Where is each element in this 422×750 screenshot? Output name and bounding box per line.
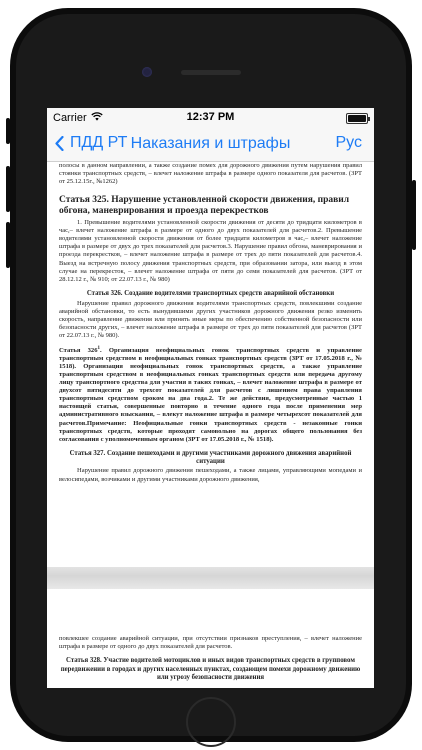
status-bar	[47, 108, 374, 128]
article-328-heading: Статья 328. Участие водителей мотоциклов и иных видов транспортных средств в групповом передвижении в городах и других населенных пунктах, создающем помехи дорожному движению или угрозу безопасности движения	[60, 657, 361, 681]
earpiece-speaker	[181, 70, 241, 75]
article-327-text: Нарушение правил дорожного движения пешеходами, а также лицами, управляющими мопедами и велосипедами, возчиками и другими участниками дорожного движения,	[59, 467, 362, 483]
mute-switch	[6, 118, 10, 144]
power-button	[412, 180, 416, 250]
status-time: 12:37 PM	[186, 111, 235, 123]
front-camera	[142, 67, 152, 77]
page-title: Наказания и штрафы	[130, 135, 291, 152]
article-325-text: 1. Превышение водителями установленной скорости движения от десяти до тридцати километров в час,– влечет наложение штрафа в размере от одного до двух показателей для расчетов.2. Превышение водителями установленной скорости движения от более тридцати километров в час,– влечет наложение штрафа в размере от двух до трех показателей для расчетов.3. Нарушение правил обгона, маневрирования и проезда перекрестков, – влечет наложение штрафа в размере от трех до пяти показателей для расчетов.4. Выезд на встречную полосу движения транспортных средств, при образовании затора, или выезд в этом случае на перекресток, – влечет наложение штрафа от пяти до семи показателей для расчетов. (ЗРТ от 28.12.12 г., № 910; от 22.07.13 г., № 980)	[59, 218, 362, 284]
page-2-top-margin	[59, 589, 362, 635]
navigation-bar	[47, 128, 374, 162]
volume-down-button	[6, 222, 10, 268]
carrier-label: Carrier	[53, 112, 87, 124]
battery-icon	[346, 113, 368, 124]
article-326-text: Нарушение правил дорожного движения водителями транспортных средств, повлекшими создание аварийной обстановки, то есть вынудившими других участников дорожного движения резко изменить скорость, направление движения или принять иные меры по обеспечению собственной безопасности или безопасности других, – влечет наложение штрафа в размере от трех до пяти показателей для расчетов (ЗРТ от 22.07.13 г., № 980).	[59, 299, 362, 340]
document-page-2[interactable]	[47, 589, 374, 688]
document-page-1[interactable]	[47, 162, 374, 567]
article-326-1-heading: Статья $326^1$. Организация неофициальных гонок транспортных средств и управление транспортным средством в неофициальных гонках транспортных средств (ЗРТ от 17.05.2018 г., № 1518).	[59, 345, 362, 370]
back-label: ПДД РТ	[70, 134, 128, 151]
article-325-heading: Статья 325. Нарушение установленной скорости движения, правил обгона, маневрирования и проезда перекрестков	[59, 194, 350, 216]
article-326-heading: Статья 326. Создание водителями транспортных средств аварийной обстановки	[86, 290, 335, 298]
article-326-1-text: Организация неофициальных гонок транспортных средств, а также управление транспортным средством в неофициальных гонках транспортных средств или передача другому лицу транспортного средства для участия в таких гонках, – влечет наложение штрафа в размере от двухсот пятидесяти до трехсот показателей для расчетов с лишением права управления транспортным средством сроком на два года.2. Те же действия, предусмотренные частью 1 настоящей статьи, совершенные повторно в течение одного года после применения мер административного взыскания, – влекут наложение штрафа в размере четырехсот показателей для расчетов.Примечание: Неофициальные гонки транспортных средств - незаконные гонки транспортных средств, которые проходят самовольно на дорогах общего пользования без согласования с уполномоченным органом (ЗРТ от 17.05.2018 г., № 1518).	[59, 362, 362, 443]
home-button[interactable]	[186, 697, 236, 747]
article-327-continued: повлекшее создание аварийной ситуации, при отсутствии признаков преступления, – влечет наложение штрафа в размере от одного до двух показателей для расчетов.	[59, 635, 362, 651]
language-button[interactable]: Рус	[335, 134, 362, 151]
article-326-1-block	[59, 345, 362, 444]
article-327-heading: Статья 327. Создание пешеходами и другими участниками дорожного движения аварийной ситуации	[69, 449, 352, 466]
page-separator	[47, 567, 374, 589]
volume-up-button	[6, 166, 10, 212]
screen	[47, 108, 374, 688]
intro-paragraph: полосы в данном направлении, а также создание помех для дорожного движения путем нарушения правил стоянки транспортных средств, – влечет наложение штрафа в размере одного показателя для расчетов. (ЗРТ от 25.12.15г., №1262)	[59, 162, 362, 186]
